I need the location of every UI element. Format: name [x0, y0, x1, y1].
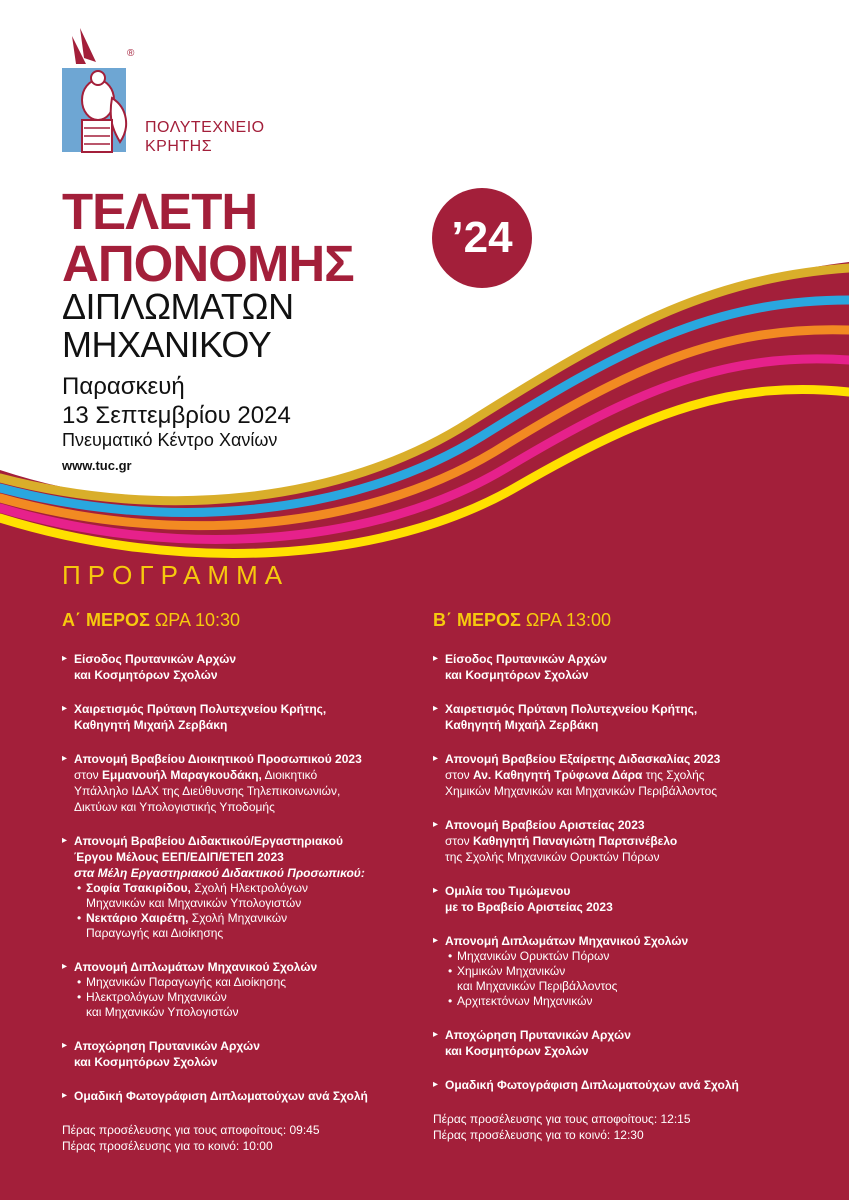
- sub-item: • Ηλεκτρολόγων Μηχανικών: [74, 990, 432, 1005]
- sub-item: • Νεκτάριο Χαιρέτη, Σχολή Μηχανικών: [74, 911, 432, 926]
- sub-item-line: Παραγωγής και Διοίκησης: [86, 926, 224, 940]
- sub-item-line: Μηχανικών και Μηχανικών Υπολογιστών: [86, 896, 302, 910]
- sub-item: • Χημικών Μηχανικών: [445, 964, 813, 979]
- ceremony-subtitle: ΔΙΠΛΩΜΑΤΩΝ ΜΗΧΑΝΙΚΟΥ: [62, 286, 294, 365]
- list-item: ▸ Χαιρετισμός Πρύτανη Πολυτεχνείου Κρήτης, Καθηγητή Μιχαήλ Ζερβάκη: [433, 701, 813, 733]
- sub-item: • Μηχανικών Παραγωγής και Διοίκησης: [74, 975, 432, 990]
- list-item: ▸ Ομαδική Φωτογράφιση Διπλωματούχων ανά Σχολή: [433, 1077, 813, 1093]
- list-item: ▸ Απονομή Διπλωμάτων Μηχανικού Σχολών • Μηχανικών Παραγωγής και Διοίκησης • Ηλεκτρολόγων Μηχανικών και Μηχανικών Υπολογιστών: [62, 959, 432, 1020]
- list-item: ▸ Απονομή Διπλωμάτων Μηχανικού Σχολών • Μηχανικών Ορυκτών Πόρων • Χημικών Μηχανικών και Μηχανικών Περιβάλλοντος • Αρχιτεκτόνων Μηχανικών: [433, 933, 813, 1009]
- list-item: ▸ Απονομή Βραβείου Εξαίρετης Διδασκαλίας 2023 στον Αν. Καθηγητή Τρύφωνα Δάρα της Σχολής Χημικών Μηχανικών και Μηχανικών Περιβάλλοντος: [433, 751, 813, 799]
- list-item: ▸ Αποχώρηση Πρυτανικών Αρχών και Κοσμητόρων Σχολών: [62, 1038, 432, 1070]
- programme-heading: ΠΡΟΓΡΑΜΜΑ: [62, 560, 290, 590]
- year-badge: ’24: [432, 188, 532, 288]
- university-name: ΠΟΛΥΤΕΧΝΕΙΟ ΚΡΗΤΗΣ: [145, 119, 265, 155]
- arrival-note: Πέρας προσέλευσης για τους αποφοίτους: 09:45 Πέρας προσέλευσης για το κοινό: 10:00: [62, 1123, 320, 1153]
- sub-item: • Σοφία Τσακιρίδου, Σχολή Ηλεκτρολόγων: [74, 881, 432, 896]
- list-item: ▸ Χαιρετισμός Πρύτανη Πολυτεχνείου Κρήτης, Καθηγητή Μιχαήλ Ζερβάκη: [62, 701, 432, 733]
- list-item: ▸ Ομαδική Φωτογράφιση Διπλωματούχων ανά Σχολή: [62, 1088, 432, 1104]
- part-b-column: [433, 610, 813, 1143]
- website-link[interactable]: www.tuc.gr: [62, 458, 132, 473]
- list-item: ▸ Ομιλία του Τιμώμενου με το Βραβείο Αριστείας 2023: [433, 883, 813, 915]
- list-item: ▸ Απονομή Βραβείου Διδακτικού/Εργαστηριακού Έργου Μέλους ΕΕΠ/ΕΔΙΠ/ΕΤΕΠ 2023 στα Μέλη Εργαστηριακού Διδακτικού Προσωπικού: • Σοφία Τσακιρίδου, Σχολή Ηλεκτρολόγων Μηχανικών και Μηχανικών Υπολογιστών • Νεκτάριο Χαιρέτη, Σχολή Μηχανικών Παραγωγής και Διοίκησης: [62, 833, 432, 941]
- sub-item-line: και Μηχανικών Περιβάλλοντος: [457, 979, 618, 993]
- ceremony-title: ΤΕΛΕΤΗ ΑΠΟΝΟΜΗΣ: [62, 183, 354, 292]
- list-item: ▸ Είσοδος Πρυτανικών Αρχών και Κοσμητόρων Σχολών: [62, 651, 432, 683]
- part-a-column: [62, 610, 432, 1154]
- sub-item-line: και Μηχανικών Υπολογιστών: [86, 1005, 239, 1019]
- list-item: ▸ Είσοδος Πρυτανικών Αρχών και Κοσμητόρων Σχολών: [433, 651, 813, 683]
- list-item: ▸ Αποχώρηση Πρυτανικών Αρχών και Κοσμητόρων Σχολών: [433, 1027, 813, 1059]
- registered-mark: ®: [127, 48, 135, 59]
- arrival-note: Πέρας προσέλευσης για τους αποφοίτους: 12:15 Πέρας προσέλευσης για το κοινό: 12:30: [433, 1112, 691, 1142]
- part-b-heading: Β΄ ΜΕΡΟΣ ΩΡΑ 13:00: [433, 610, 612, 630]
- event-date: Παρασκευή 13 Σεπτεμβρίου 2024: [62, 373, 291, 429]
- event-venue: Πνευματικό Κέντρο Χανίων: [62, 430, 278, 450]
- sub-item: • Αρχιτεκτόνων Μηχανικών: [445, 994, 813, 1009]
- list-item: ▸ Απονομή Βραβείου Αριστείας 2023 στον Καθηγητή Παναγιώτη Παρτσινέβελο της Σχολής Μηχανικών Ορυκτών Πόρων: [433, 817, 813, 865]
- sub-item: • Μηχανικών Ορυκτών Πόρων: [445, 949, 813, 964]
- part-a-heading: Α΄ ΜΕΡΟΣ ΩΡΑ 10:30: [62, 610, 241, 630]
- list-item: ▸ Απονομή Βραβείου Διοικητικού Προσωπικού 2023 στον Εμμανουήλ Μαραγκουδάκη, Διοικητικό Υπάλληλο ΙΔΑΧ της Διεύθυνσης Τηλεπικοινωνιών, Δικτύων και Υπολογιστικής Υποδομής: [62, 751, 432, 815]
